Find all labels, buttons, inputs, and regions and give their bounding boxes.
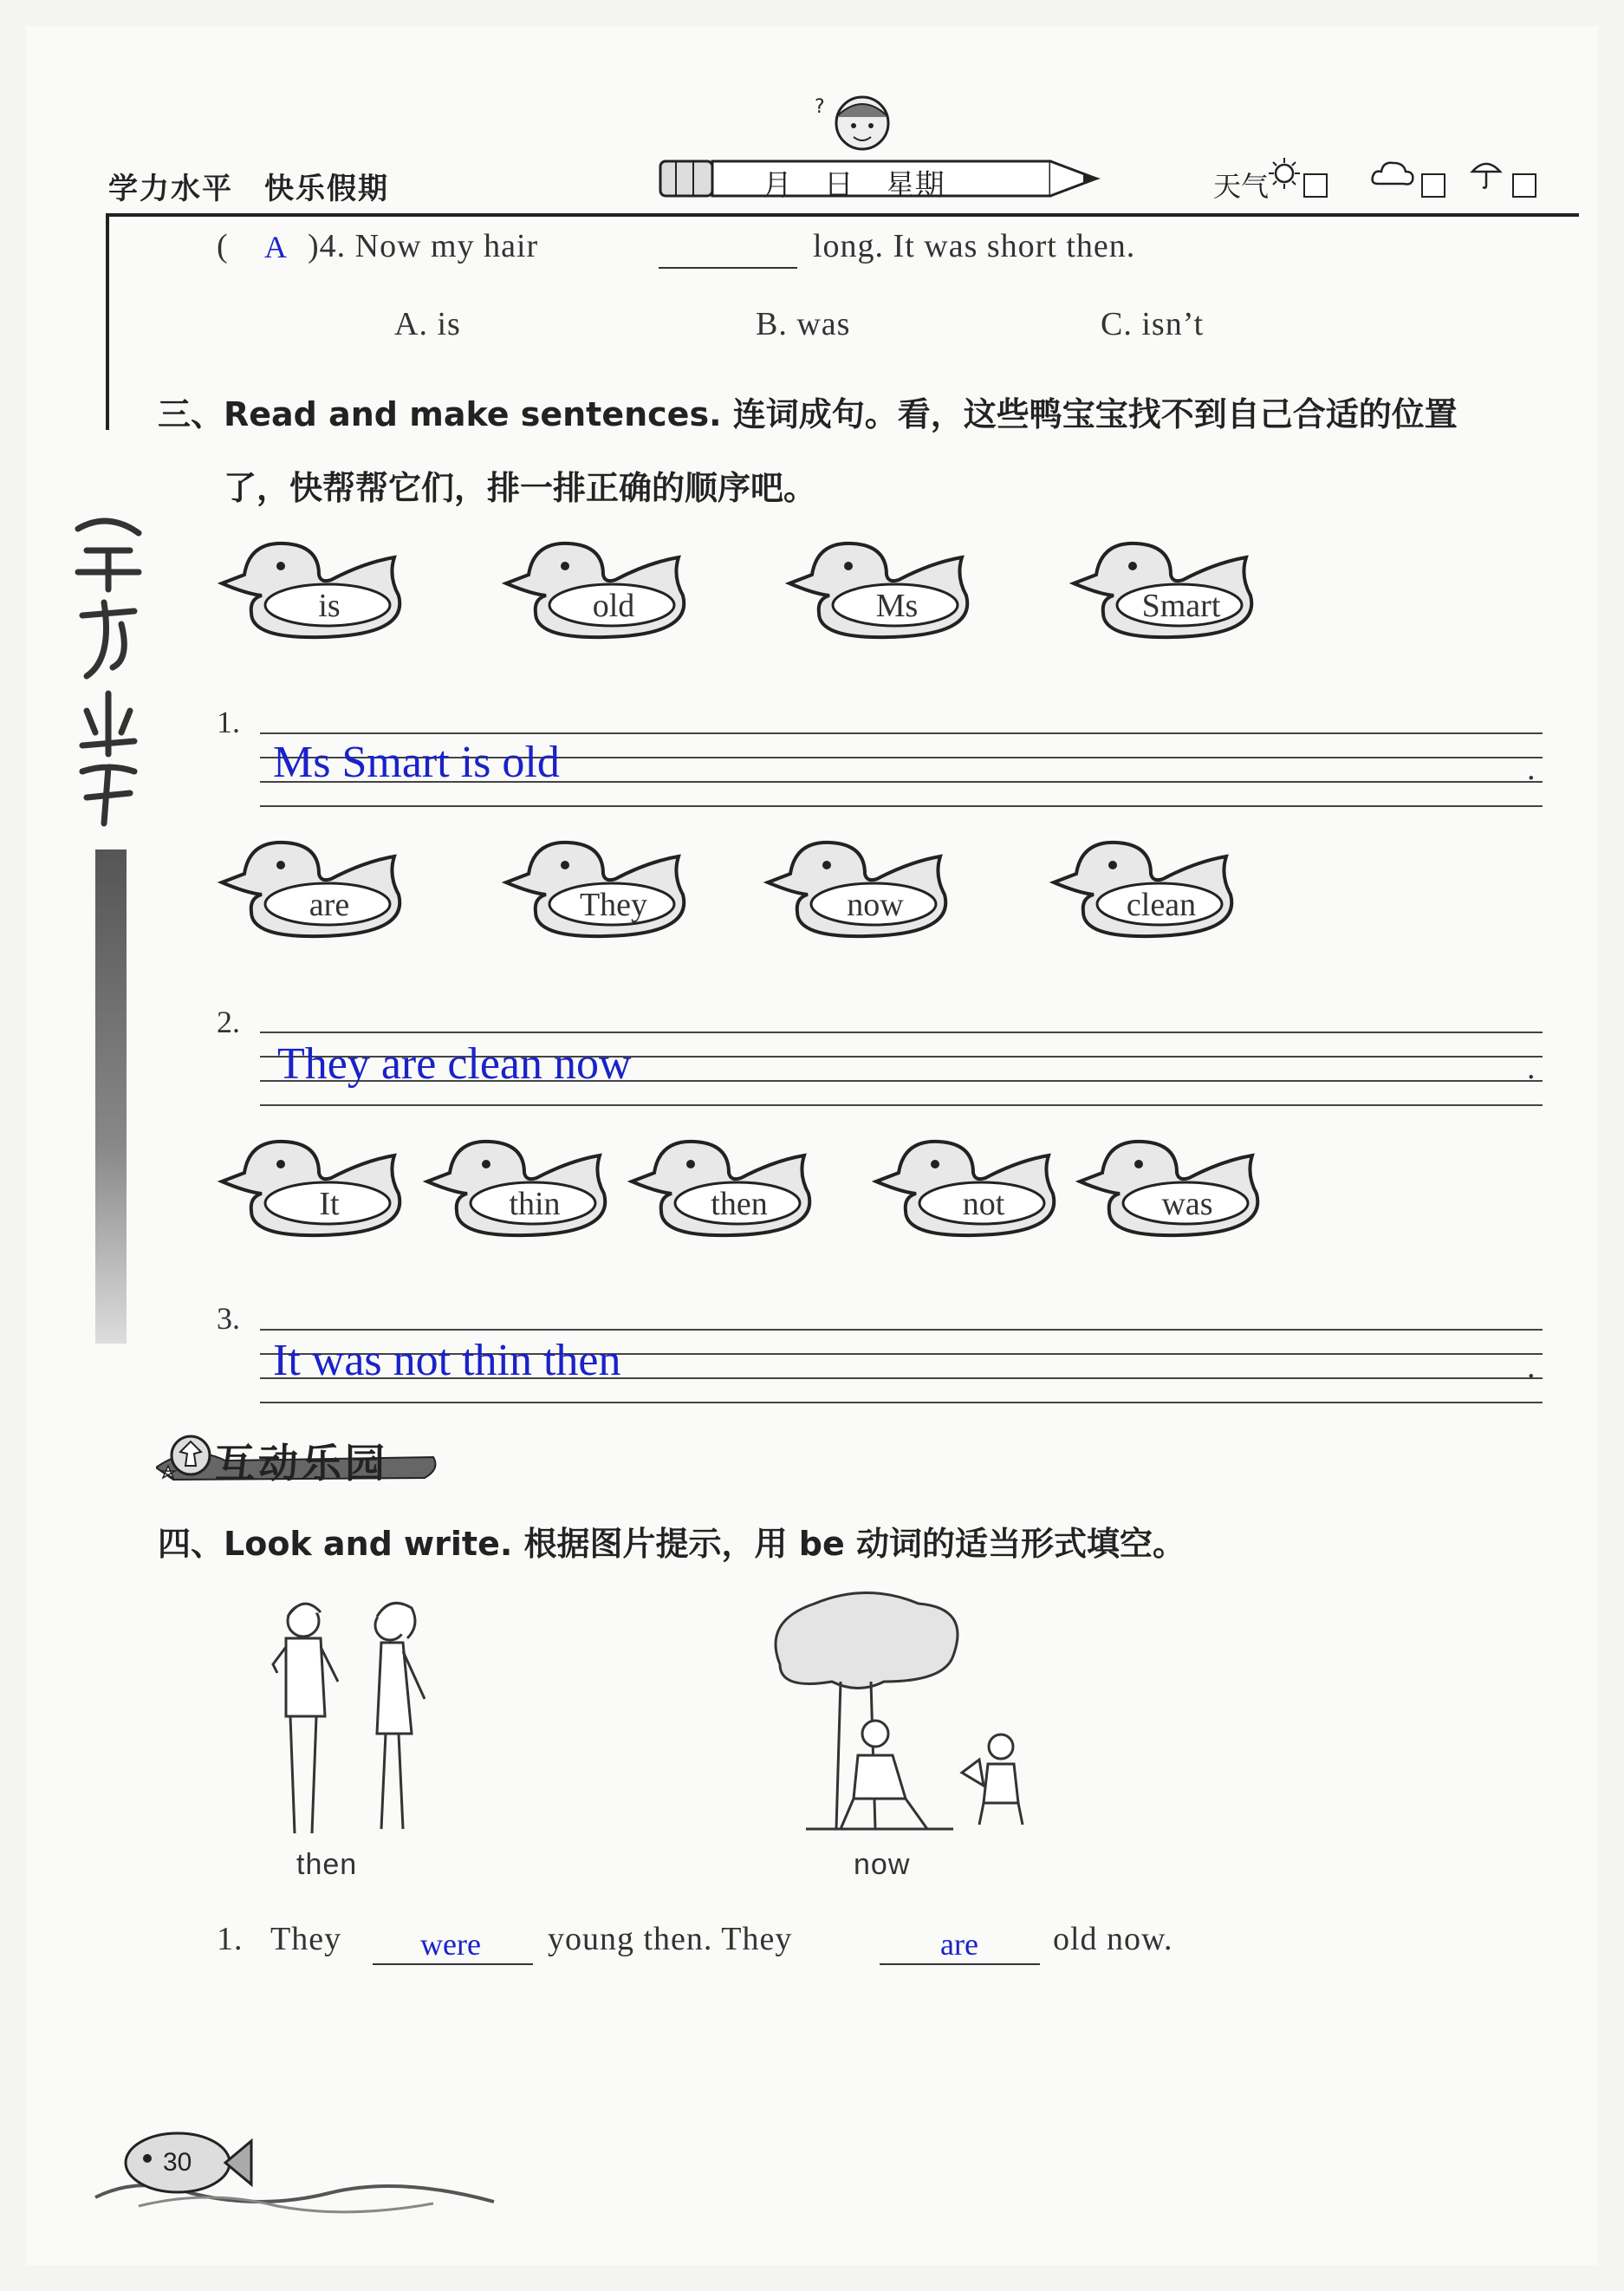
section4-instruction: 四、Look and write. 根据图片提示，用 be 动词的适当形式填空。	[158, 1525, 1186, 1563]
q4-option-c[interactable]: C. isn’t	[1101, 306, 1205, 342]
umbrella-icon	[1469, 156, 1504, 191]
sentence-1-answer[interactable]: Ms Smart is old	[273, 738, 560, 787]
duck-word-card[interactable]	[217, 1131, 416, 1240]
q1-answer-1: were	[420, 1927, 481, 1962]
q4-option-b[interactable]: B. was	[756, 306, 851, 342]
duck-word: now	[847, 887, 904, 923]
sentence-1-number: 1.	[217, 705, 240, 739]
duck-word-card[interactable]	[422, 1131, 621, 1240]
rainy-checkbox[interactable]	[1512, 173, 1536, 198]
sentence-3-answer[interactable]: It was not thin then	[273, 1336, 621, 1385]
page-number: 30	[163, 2148, 192, 2177]
duck-word-card[interactable]	[1069, 533, 1268, 641]
q1-text-1: They	[270, 1921, 342, 1957]
duck-word: was	[1161, 1186, 1213, 1222]
q4-stem-tail: long. It was short then.	[813, 228, 1136, 264]
fish-wave-icon	[87, 2124, 503, 2219]
sentence-3-period: .	[1527, 1349, 1536, 1385]
duck-word: Smart	[1141, 588, 1221, 624]
sentence-3-number: 3.	[217, 1301, 240, 1336]
header-rule	[106, 213, 1579, 217]
writing-line	[260, 1329, 1543, 1331]
duck-word-card[interactable]	[217, 832, 416, 940]
duck-word: clean	[1126, 887, 1197, 923]
header-title: 学力水平 快乐假期	[108, 172, 389, 206]
duck-word-card[interactable]	[217, 533, 416, 641]
duck-word-card[interactable]	[1075, 1131, 1274, 1240]
duck-word: old	[592, 588, 635, 624]
duck-word-card[interactable]	[871, 1131, 1070, 1240]
sentence-2-number: 2.	[217, 1005, 240, 1039]
sunny-checkbox[interactable]	[1303, 173, 1328, 198]
young-couple-illustration	[260, 1586, 459, 1846]
sun-icon	[1267, 156, 1302, 191]
q4-paren-open: (	[217, 228, 229, 264]
calligraphy-logo	[61, 511, 156, 832]
svg-text:?: ?	[815, 96, 825, 118]
girl-mascot-icon	[810, 87, 914, 160]
duck-word-card[interactable]	[501, 533, 700, 641]
duck-word: Ms	[875, 588, 919, 624]
section3-instruction-2: 了，快帮帮它们，排一排正确的顺序吧。	[224, 469, 817, 507]
banner-title: 互动乐园	[215, 1440, 388, 1487]
writing-line	[260, 805, 1543, 807]
cloud-icon	[1369, 156, 1416, 191]
q1-blank-1[interactable]	[373, 1963, 533, 1965]
duck-word-card[interactable]	[784, 533, 984, 641]
duck-word-card[interactable]	[501, 832, 700, 940]
side-gradient-bar	[95, 849, 127, 1344]
q1-blank-2[interactable]	[880, 1963, 1040, 1965]
writing-line	[260, 1402, 1543, 1403]
date-fields: 月 日 星期	[763, 168, 945, 203]
side-rule	[106, 213, 109, 430]
writing-line	[260, 1104, 1543, 1106]
duck-word: then	[711, 1186, 768, 1222]
q4-option-a[interactable]: A. is	[394, 306, 461, 342]
caption-then: then	[296, 1848, 358, 1881]
cloudy-checkbox[interactable]	[1421, 173, 1445, 198]
duck-word: They	[579, 887, 648, 923]
q4-blank[interactable]	[659, 267, 797, 269]
q4-answer: A	[264, 230, 288, 264]
sentence-2-period: .	[1527, 1050, 1536, 1086]
sentence-2-answer[interactable]: They are clean now	[277, 1039, 632, 1089]
sentence-1-period: .	[1527, 751, 1536, 787]
weather-label: 天气	[1213, 170, 1270, 203]
writing-line	[260, 732, 1543, 734]
duck-word: not	[962, 1186, 1005, 1222]
duck-word-card[interactable]	[1049, 832, 1248, 940]
q1-answer-2: are	[940, 1927, 978, 1962]
old-couple-illustration	[754, 1586, 1049, 1846]
duck-word-card[interactable]	[627, 1131, 826, 1240]
q1-text-3: old now.	[1053, 1921, 1173, 1957]
writing-line	[260, 1032, 1543, 1033]
section3-instruction-1: 三、Read and make sentences. 连词成句。看，这些鸭宝宝找不到自己合适的位置	[158, 395, 1458, 433]
duck-word: are	[309, 887, 350, 923]
q1-text-2: young then. They	[548, 1921, 793, 1957]
duck-word: is	[318, 588, 341, 624]
duck-word: It	[319, 1186, 340, 1222]
caption-now: now	[854, 1848, 911, 1881]
q1-number: 1.	[217, 1921, 244, 1957]
duck-word-card[interactable]	[763, 832, 962, 940]
q4-stem: )4. Now my hair	[308, 228, 539, 264]
duck-word: thin	[509, 1186, 561, 1222]
